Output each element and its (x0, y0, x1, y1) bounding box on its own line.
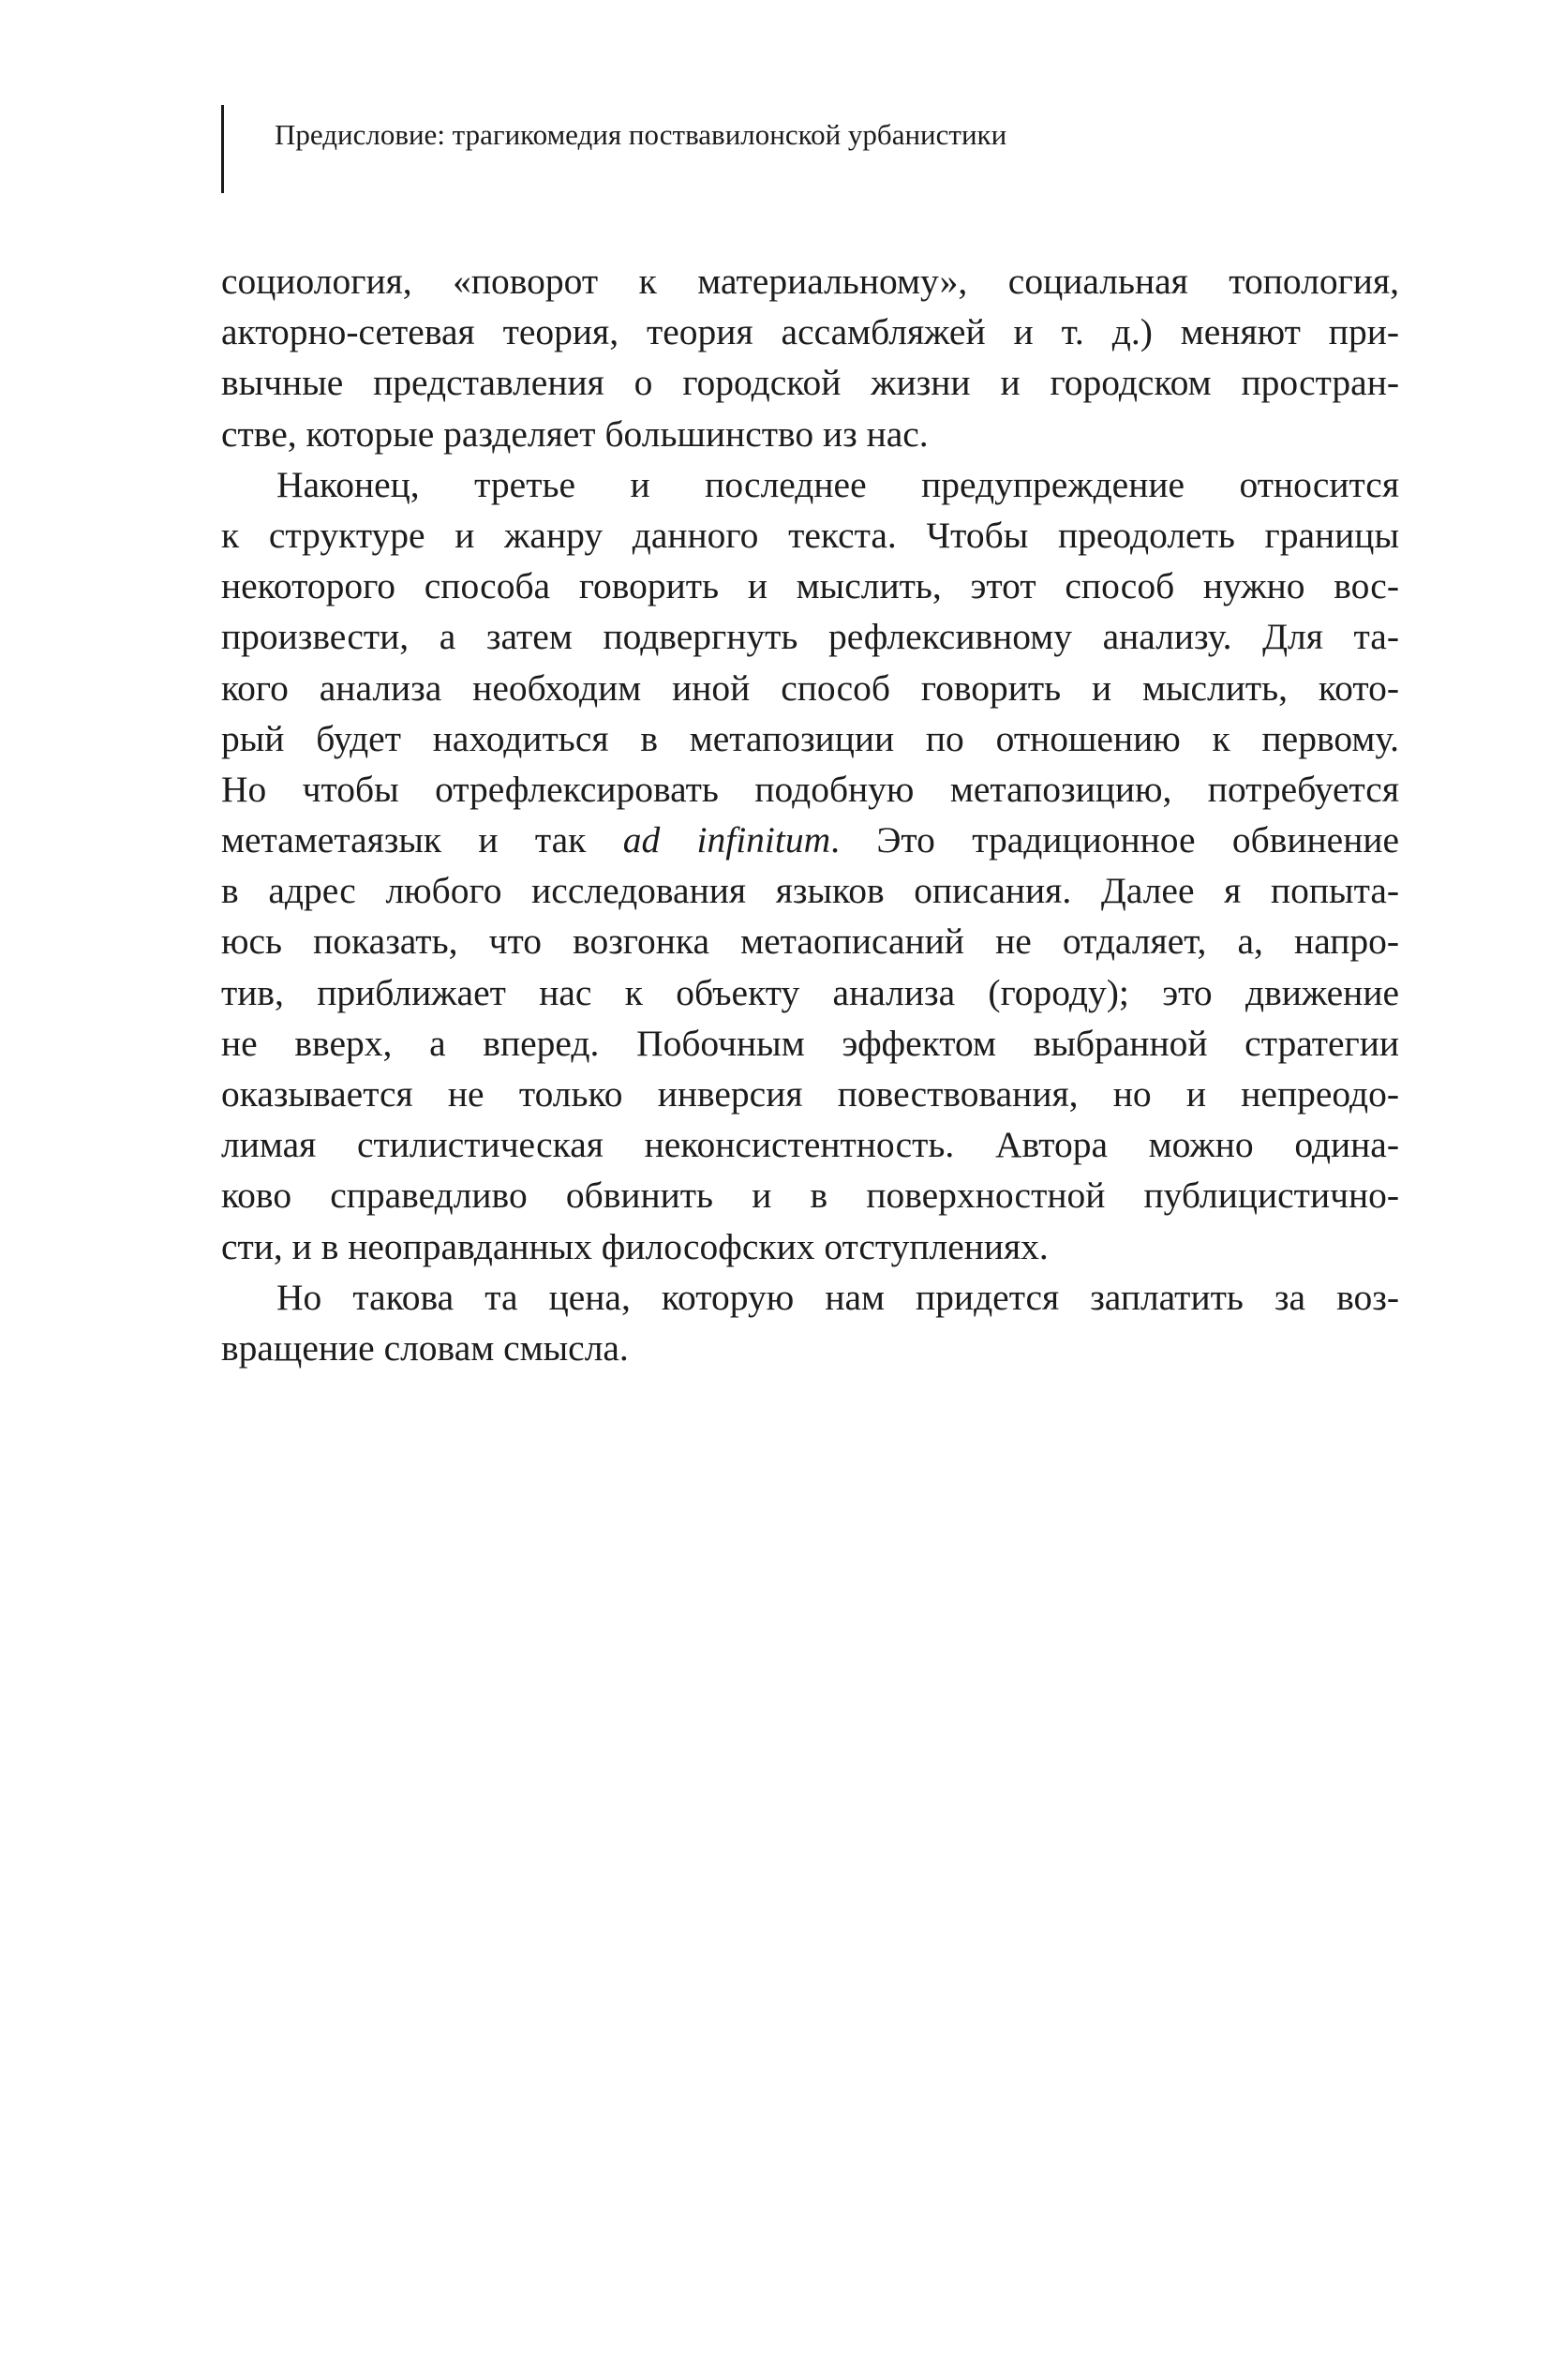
italic-phrase: ad infinitum (622, 819, 831, 861)
running-head (221, 105, 1402, 193)
page-body (221, 256, 1399, 1373)
text-line: ково справедливо обвинить и в поверхностной публицистично- (221, 1175, 1399, 1217)
text-line: Но такова та цена, которую нам придется заплатить за воз- (276, 1276, 1399, 1318)
text-line: некоторого способа говорить и мыслить, этот способ нужно вос- (221, 565, 1399, 607)
text-line: лимая стилистическая неконсистентность. Автора можно одина- (221, 1124, 1399, 1166)
text-run: метаметаязык и так (221, 819, 623, 861)
running-head-rule (221, 105, 224, 193)
text-line: Но чтобы отрефлексировать подобную метапозицию, потребуется (221, 768, 1399, 810)
paragraph-2 (221, 459, 1399, 1272)
running-head-title: Предисловие: трагикомедия поствавилонской урбанистики (275, 118, 1007, 151)
text-line: тив, приближает нас к объекту анализа (городу); это движение (221, 971, 1399, 1013)
text-line: оказывается не только инверсия повествования, но и непреодо- (221, 1073, 1399, 1115)
text-run: . Это традиционное обвинение (830, 819, 1400, 861)
paragraph-3 (221, 1272, 1399, 1373)
text-line: произвести, а затем подвергнуть рефлексивному анализу. Для та- (221, 616, 1399, 658)
text-line: Наконец, третье и последнее предупреждение относится (276, 463, 1399, 505)
text-line: акторно-сетевая теория, теория ассамбляжей и т. д.) меняют при- (221, 311, 1399, 353)
text-line: в адрес любого исследования языков описания. Далее я попыта- (221, 870, 1399, 912)
text-line: кого анализа необходим иной способ говорить и мыслить, кото- (221, 666, 1399, 709)
text-line: юсь показать, что возгонка метаописаний не отдаляет, а, напро- (221, 921, 1399, 963)
text-line-with-italic (221, 815, 1399, 865)
text-line: вычные представления о городской жизни и городском простран- (221, 362, 1399, 404)
text-line: сти, и в неоправданных философских отступлениях. (221, 1225, 1049, 1267)
text-line: социология, «поворот к материальному», социальная топология, (221, 261, 1399, 302)
text-line: стве, которые разделяет большинство из нас. (221, 412, 929, 455)
text-line: рый будет находиться в метапозиции по отношению к первому. (221, 717, 1399, 759)
text-line: не вверх, а вперед. Побочным эффектом выбранной стратегии (221, 1022, 1399, 1064)
text-line: к структуре и жанру данного текста. Чтобы преодолеть границы (221, 514, 1399, 556)
paragraph-1 (221, 256, 1399, 459)
text-line: вращение словам смысла. (221, 1326, 629, 1369)
